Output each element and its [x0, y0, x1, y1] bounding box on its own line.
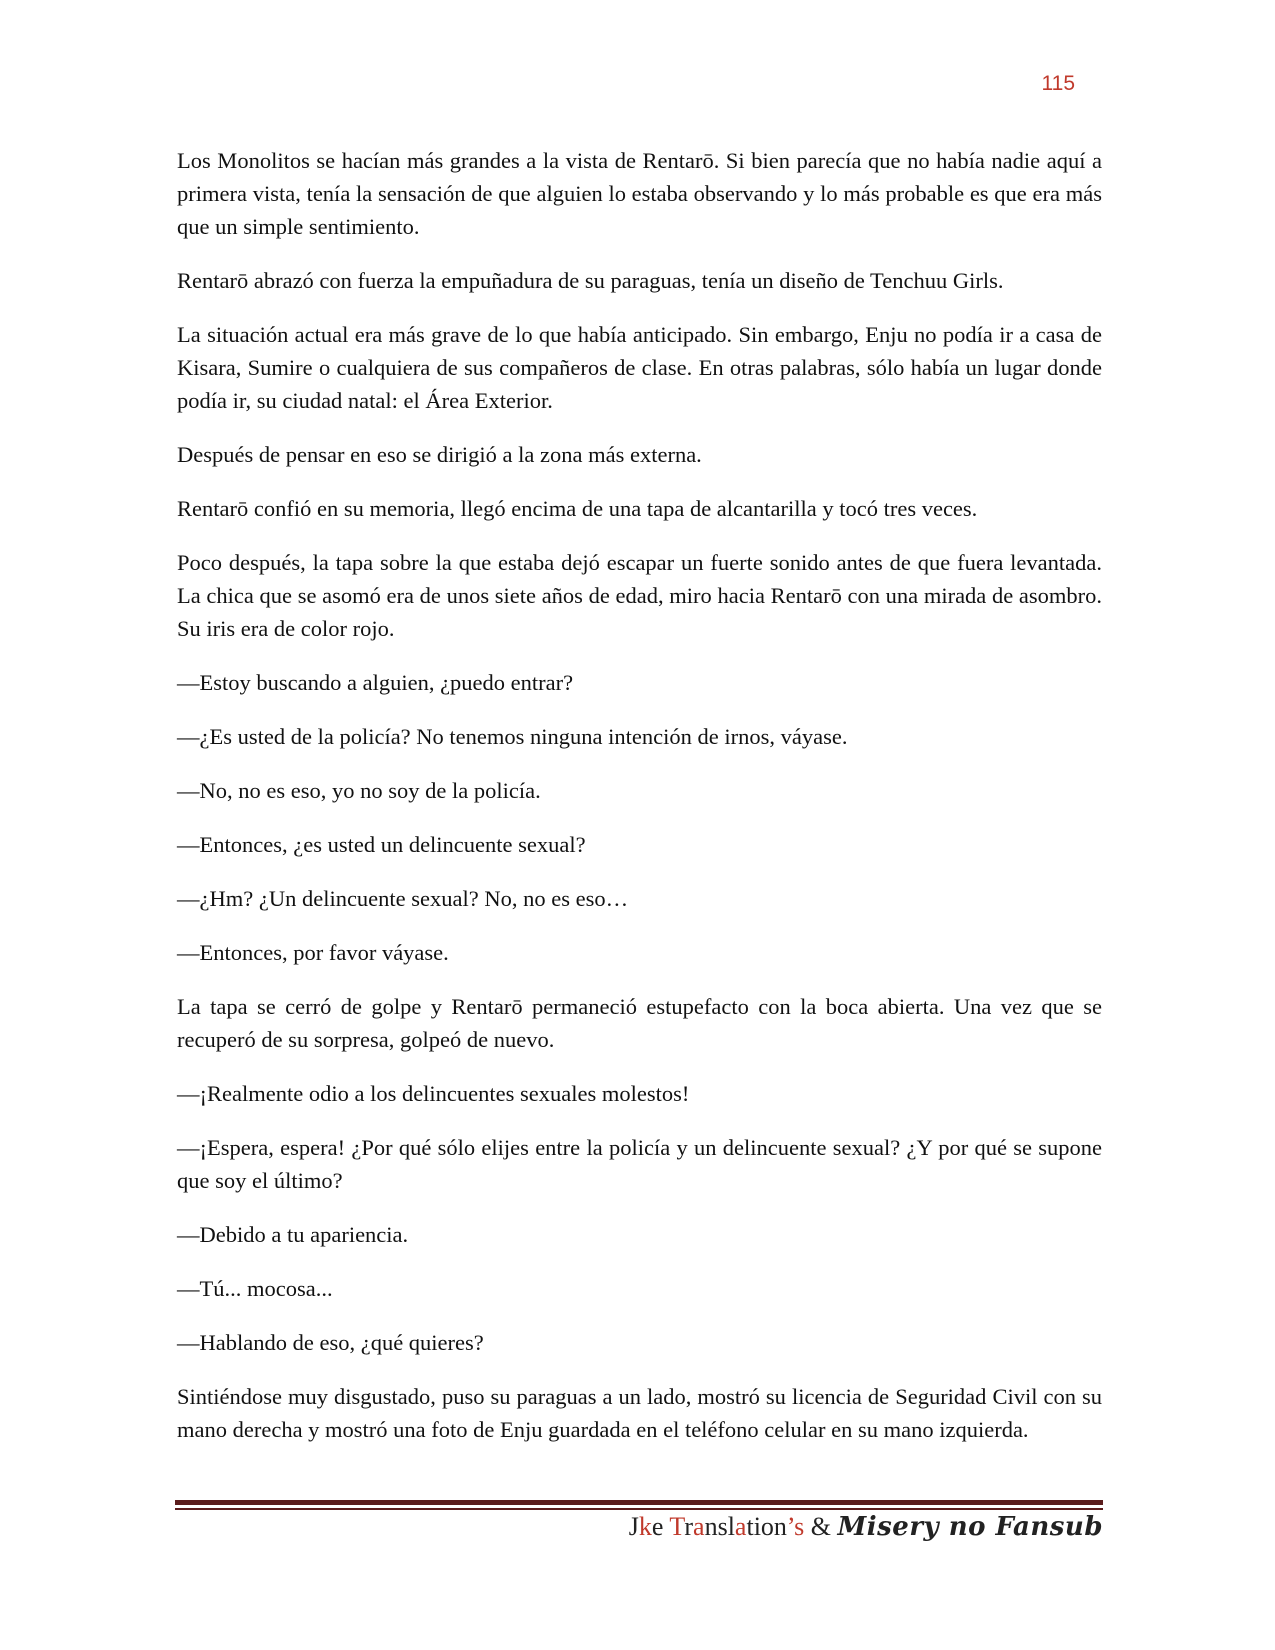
- paragraph: Poco después, la tapa sobre la que estaba dejó escapar un fuerte sonido antes de que fuera levantada. La chica que se asomó era de unos siete años de edad, miro hacia Rentarō con una mirada de asombro. Su iris era de color rojo.: [177, 550, 1102, 641]
- page-number: 115: [1041, 72, 1075, 95]
- paragraph: Después de pensar en eso se dirigió a la zona más externa.: [177, 442, 702, 467]
- footer-credit: [629, 1512, 1103, 1542]
- dialogue-line: —Hablando de eso, ¿qué quieres?: [177, 1330, 484, 1355]
- fansub-credit: Misery no Fansub: [837, 1512, 1103, 1542]
- paragraph: Los Monolitos se hacían más grandes a la vista de Rentarō. Si bien parecía que no había nadie aquí a primera vista, tenía la sensación de que alguien lo estaba observando y lo más probable es que era más que un simple sentimiento.: [177, 148, 1102, 239]
- dialogue-line: —Entonces, por favor váyase.: [177, 940, 449, 965]
- dialogue-line: —No, no es eso, yo no soy de la policía.: [177, 778, 541, 803]
- paragraph: Rentarō abrazó con fuerza la empuñadura de su paraguas, tenía un diseño de Tenchuu Girls.: [177, 268, 1004, 293]
- paragraph: La tapa se cerró de golpe y Rentarō permaneció estupefacto con la boca abierta. Una vez que se recuperó de su sorpresa, golpeó de nuevo.: [177, 994, 1102, 1052]
- dialogue-line: —Estoy buscando a alguien, ¿puedo entrar?: [177, 670, 574, 695]
- dialogue-line: —Tú... mocosa...: [177, 1276, 333, 1301]
- translator-credit: Jke Translation’s: [628, 1512, 805, 1541]
- ampersand: &: [810, 1512, 831, 1541]
- paragraph: Sintiéndose muy disgustado, puso su paraguas a un lado, mostró su licencia de Seguridad Civil con su mano derecha y mostró una foto de Enju guardada en el teléfono celular en su mano izquierda.: [177, 1384, 1102, 1442]
- dialogue-line: —¡Espera, espera! ¿Por qué sólo elijes entre la policía y un delincuente sexual? ¿Y por qué se supone que soy el último?: [177, 1135, 1102, 1193]
- dialogue-line: —¡Realmente odio a los delincuentes sexuales molestos!: [177, 1081, 690, 1106]
- footer-rule: [175, 1500, 1103, 1510]
- dialogue-line: —Debido a tu apariencia.: [177, 1222, 409, 1247]
- paragraph: Rentarō confió en su memoria, llegó encima de una tapa de alcantarilla y tocó tres veces.: [177, 496, 978, 521]
- dialogue-line: —¿Es usted de la policía? No tenemos ninguna intención de irnos, váyase.: [177, 724, 848, 749]
- page-body: [177, 144, 1102, 1467]
- dialogue-line: —¿Hm? ¿Un delincuente sexual? No, no es eso…: [177, 886, 629, 911]
- paragraph: La situación actual era más grave de lo que había anticipado. Sin embargo, Enju no podía ir a casa de Kisara, Sumire o cualquiera de sus compañeros de clase. En otras palabras, sólo había un lugar donde podía ir, su ciudad natal: el Área Exterior.: [177, 322, 1102, 413]
- dialogue-line: —Entonces, ¿es usted un delincuente sexual?: [177, 832, 586, 857]
